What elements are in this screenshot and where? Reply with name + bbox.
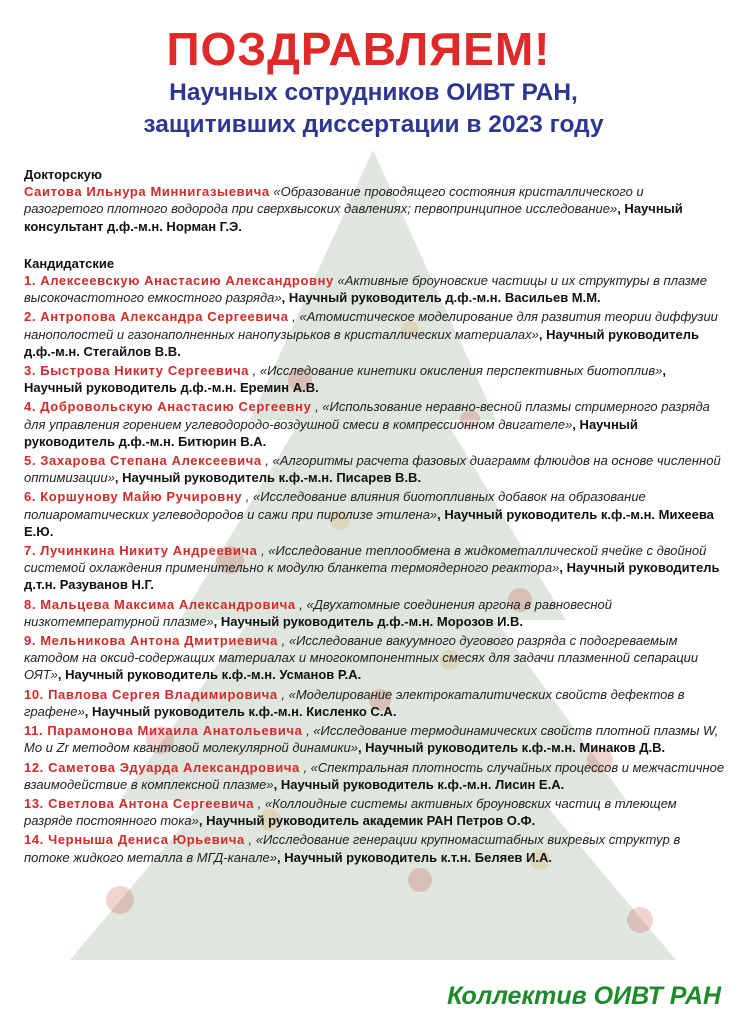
entry-name: Саитова Ильнура Миннигазыевича: [24, 184, 270, 200]
candidate-list: [24, 272, 726, 866]
entry-supervisor: , Научный руководитель д.ф.-м.н. Морозов И.В.: [213, 613, 524, 629]
entry-supervisor: , Научный руководитель д.ф.-м.н. Еремин А.В.: [24, 363, 666, 396]
candidate-entry: [24, 722, 726, 756]
poster-subtitle-line1: Научных сотрудников ОИВТ РАН,: [169, 79, 578, 106]
entry-work: , «Исследование теплообмена в жидкометаллической ячейке с двойной системой охлаждения применительно к модулю бланкета термоядерного реактора»: [24, 543, 707, 576]
candidate-entry: [24, 362, 726, 396]
entry-supervisor: , Научный руководитель к.ф.-м.н. Минаков Д.В.: [357, 740, 666, 756]
entry-work: , «Исследование кинетики окисления перспективных биотоплив»: [252, 363, 663, 379]
candidate-entry: [24, 308, 726, 360]
candidate-entry: [24, 759, 726, 793]
entry-work: , «Исследование термодинамических свойств плотной плазмы W, Mo и Zr методом квантовой молекулярной динамики»: [24, 723, 719, 756]
doctoral-heading: Докторскую: [24, 167, 103, 182]
entry-supervisor: , Научный руководитель к.ф.-м.н. Кисленко С.А.: [84, 703, 397, 719]
poster-content: [24, 166, 726, 868]
doctoral-entry: [24, 183, 726, 235]
entry-name: 14. Черныша Дениса Юрьевича: [24, 832, 245, 848]
entry-work: , «Исследование влияния биотопливных добавок на образование полиароматических углеводородов и сажи при пиролизе этилена»: [24, 489, 646, 522]
candidate-entry: [24, 632, 726, 684]
entry-supervisor: , Научный руководитель к.ф.-м.н. Михеева Е.Ю.: [24, 506, 714, 539]
candidate-entry: [24, 488, 726, 540]
candidate-entry: [24, 686, 726, 720]
entry-work: , «Исследование генерации крупномасштабных вихревых структур в потоке жидкого металла в МГД-канале»: [24, 832, 681, 865]
entry-name: 9. Мельникова Антона Дмитриевича: [24, 633, 278, 649]
entry-supervisor: , Научный руководитель к.ф.-м.н. Усманов Р.А.: [57, 667, 362, 683]
entry-work: , «Алгоритмы расчета фазовых диаграмм флюидов на основе численной оптимизации»: [24, 453, 721, 486]
candidate-entry: [24, 272, 726, 306]
entry-work: , «Коллоидные системы активных броуновских частиц в тлеющем разряде постоянного тока»: [24, 795, 677, 829]
poster-subtitle-line2: защитивших диссертации в 2023 году: [143, 111, 604, 138]
candidate-entry: [24, 542, 726, 594]
entry-supervisor: , Научный руководитель академик РАН Петров О.Ф.: [198, 813, 536, 829]
entry-supervisor: , Научный руководитель д.ф.-м.н. Битюрин В.А.: [24, 416, 638, 449]
entry-name: 3. Быстрова Никиту Сергеевича: [24, 363, 250, 379]
entry-supervisor: , Научный руководитель к.ф.-м.н. Лисин Е.А.: [273, 776, 565, 792]
poster-title: ПОЗДРАВЛЯЕМ!: [166, 23, 551, 75]
candidate-entry: [24, 452, 726, 486]
entry-name: 13. Светлова Антона Сергеевича: [24, 795, 255, 811]
entry-work: «Активные броуновские частицы и их структуры в плазме высокочастотного емкостного разряда»: [24, 273, 707, 306]
entry-work: , «Исследование вакуумного дугового разряда с подогреваемым катодом на оксид-содержащих материалах и многокомпонентных смесях для задачи плазменной сепарации ОЯТ»: [24, 633, 699, 683]
entry-supervisor: , Научный руководитель д.т.н. Разуванов Н.Г.: [24, 560, 720, 593]
entry-name: 11. Парамонова Михаила Анатольевича: [24, 723, 303, 739]
entry-supervisor: , Научный руководитель д.ф.-м.н. Стегайлов В.В.: [24, 326, 700, 359]
entry-work: , «Моделирование электрокаталитических свойств дефектов в графене»: [24, 686, 685, 719]
entry-work: , «Спектральная плотность случайных процессов и межчастичное взаимодействие в комплексной плазме»: [24, 759, 725, 792]
entry-work: , «Использование неравно-весной плазмы стримерного разряда для управления горением углеводородо-воздушной смеси в компрессионном двигателе»: [24, 399, 710, 432]
entry-name: 4. Добровольскую Анастасию Сергеевну: [24, 399, 312, 415]
candidate-entry: [24, 398, 726, 450]
entry-work: «Образование проводящего состояния кристаллического и разогретого плотного водорода при сверхвысоких давлениях; первопринципное исследование»: [24, 184, 644, 217]
poster-signature: Коллектив ОИВТ РАН: [447, 982, 721, 1010]
entry-supervisor: , Научный руководитель к.т.н. Беляев И.А.: [277, 849, 552, 865]
entry-name: 6. Коршунову Майю Ручировну: [24, 489, 243, 505]
entry-name: 8. Мальцева Максима Александровича: [24, 596, 296, 612]
candidate-entry: [24, 596, 726, 630]
candidate-entry: [24, 795, 726, 829]
entry-name: 1. Алексеевскую Анастасию Александровну: [24, 273, 334, 289]
entry-supervisor: , Научный руководитель к.ф.-м.н. Писарев В.В.: [114, 470, 422, 486]
entry-work: , «Атомистическое моделирование для развития теории диффузии нанополостей и газонаполненных нанопузырьков в кристаллических материалах»: [24, 309, 718, 342]
entry-name: 10. Павлова Сергея Владимировича: [24, 686, 278, 702]
entry-supervisor: , Научный консультант д.ф.-м.н. Норман Г.Э.: [24, 201, 683, 234]
candidate-entry: [24, 831, 726, 865]
poster-header: [0, 22, 747, 140]
entry-name: 2. Антропова Александра Сергеевича: [24, 309, 289, 325]
entry-name: 7. Лучинкина Никиту Андреевича: [24, 543, 258, 559]
entry-supervisor: , Научный руководитель д.ф.-м.н. Васильев М.М.: [281, 290, 601, 306]
entry-name: 12. Саметова Эдуарда Александровича: [24, 759, 300, 775]
candidate-heading: Кандидатские: [24, 255, 115, 271]
entry-work: , «Двухатомные соединения аргона в равновесной низкотемпературной плазме»: [24, 596, 612, 629]
entry-name: 5. Захарова Степана Алексеевича: [24, 453, 262, 469]
